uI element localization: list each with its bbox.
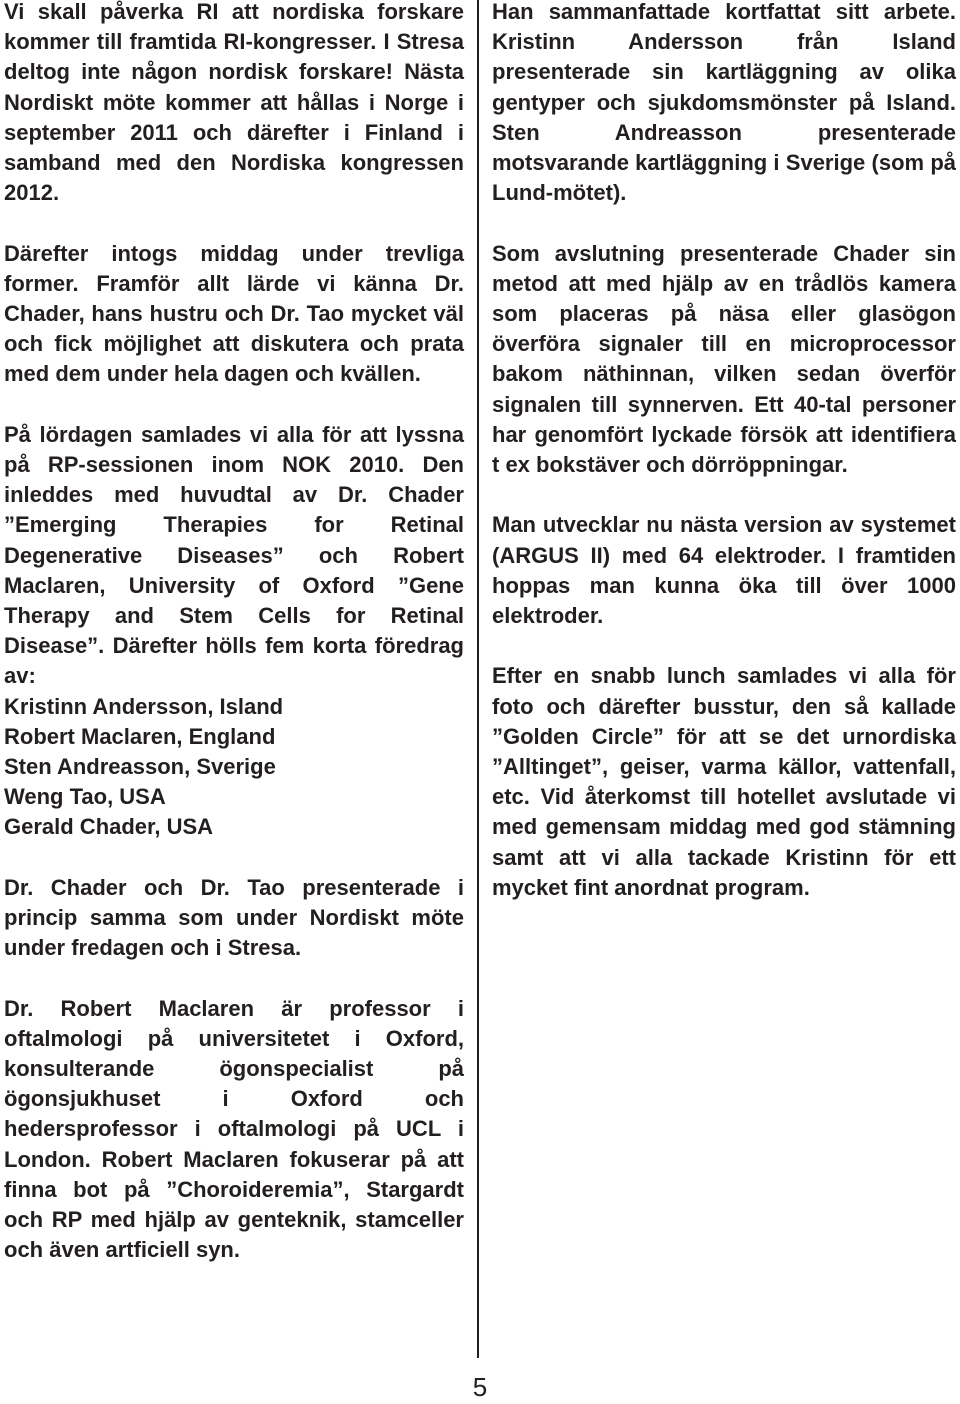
paragraph-nordic-researchers: Vi skall påverka RI att nordiska forskare kommer till framtida RI-kongresser. I Stresa deltog inte någon nordisk forskare! Nästa Nordiskt möte kommer att hållas i Norge i september 2011 och därefter i Finland i samband med den Nordiska kongressen 2012. [4, 0, 464, 206]
paragraph-wireless-camera: Som avslutning presenterade Chader sin metod att med hjälp av en trådlös kamera som placeras på näsa eller glasögon överföra signaler till en microprocessor bakom näthinnan, vilken sedan överför signalen till synnerven. Ett 40-tal personer har genomfört lyckade försök att identifiera t ex bokstäver och dörröppningar. [492, 240, 956, 478]
speaker-item: Weng Tao, USA [4, 784, 166, 810]
column-divider [477, 0, 479, 1358]
paragraph-rp-session: På lördagen samlades vi alla för att lyssna på RP-sessionen inom NOK 2010. Den inleddes med huvudtal av Dr. Chader ”Emerging Therapies for Retinal Degenerative Diseases” och Robert Maclaren, University of Oxford ”Gene Therapy and Stem Cells for Retinal Disease”. Därefter hölls fem korta föredrag av: [4, 421, 464, 689]
paragraph-argus: Man utvecklar nu nästa version av systemet (ARGUS II) med 64 elektroder. I framtiden hoppas man kunna öka till över 1000 elektroder. [492, 512, 956, 629]
paragraph-summary: Han sammanfattade kortfattat sitt arbete. Kristinn Andersson från Island presenterade sin kartläggning av olika gentyper och sjukdomsmönster på Island. Sten Andreasson presenterade motsvarande kartläggning i Sverige (som på Lund-mötet). [492, 0, 956, 206]
page-number: 5 [472, 1372, 488, 1402]
left-column [4, 0, 464, 1296]
speaker-item: Robert Maclaren, England [4, 723, 276, 749]
speaker-list [4, 692, 464, 843]
paragraph-dinner: Därefter intogs middag under trevliga former. Framför allt lärde vi känna Dr. Chader, hans hustru och Dr. Tao mycket väl och fick möjlighet att diskutera och prata med dem under hela dagen och kvällen. [4, 240, 464, 387]
paragraph-golden-circle: Efter en snabb lunch samlades vi alla för foto och därefter busstur, den så kallade ”Golden Circle” för att se det urnordiska ”Alltinget”, geiser, varma källor, vattenfall, etc. Vid återkomst till hotellet avslutade vi med gemensam middag med god stämning samt att vi alla tackade Kristinn för ett mycket fint anordnat program. [492, 663, 956, 900]
speaker-item: Sten Andreasson, Sverige [4, 754, 276, 780]
paragraph-maclaren-bio: Dr. Robert Maclaren är professor i oftalmologi på universitetet i Oxford, konsulterande ögonspecialist på ögonsjukhuset i Oxford och hedersprofessor i oftalmologi på UCL i London. Robert Maclaren fokuserar på att finna bot på ”Choroideremia”, Stargardt och RP med hjälp av genteknik, stamceller och även artficiell syn. [4, 995, 464, 1263]
speaker-item: Kristinn Andersson, Island [4, 693, 284, 719]
right-column [492, 0, 956, 933]
speaker-item: Gerald Chader, USA [4, 814, 214, 840]
paragraph-chader-tao: Dr. Chader och Dr. Tao presenterade i princip samma som under Nordiskt möte under fredagen och i Stresa. [4, 874, 464, 961]
